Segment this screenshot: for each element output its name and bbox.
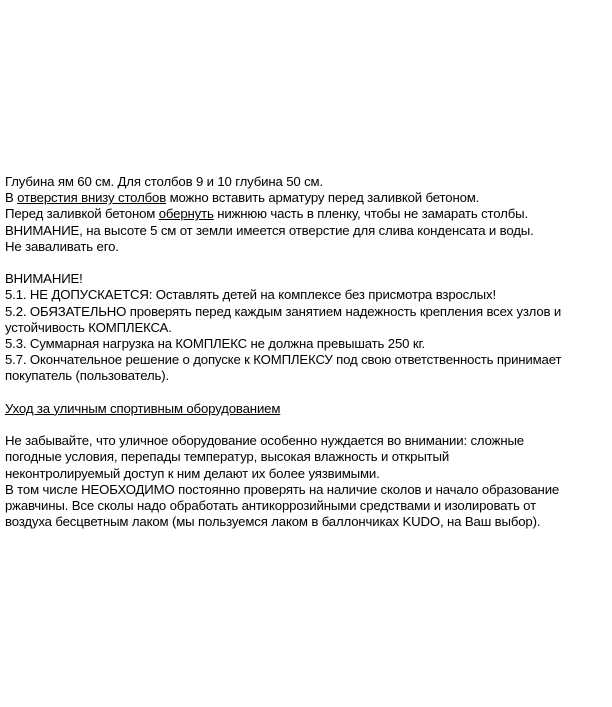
- care-paragraph-line: неконтролируемый доступ к ним делают их более уязвимыми.: [5, 465, 380, 481]
- rebar-line: [5, 190, 610, 206]
- wrap-line-end: нижнюю часть в пленку, чтобы не замарать столбы.: [213, 206, 528, 222]
- care-paragraph-line: В том числе НЕОБХОДИМО постоянно проверять на наличие сколов и начало образование: [5, 481, 560, 497]
- spacer: [5, 255, 610, 271]
- warning-5-3: 5.3. Суммарная нагрузка на КОМПЛЕКС не должна превышать 250 кг.: [5, 336, 426, 352]
- spacer: [5, 417, 610, 433]
- care-paragraph-line: погодные условия, перепады температур, высокая влажность и открытый: [5, 449, 450, 465]
- care-paragraph-line: Не забывайте, что уличное оборудование особенно нуждается во внимании: сложные: [5, 433, 524, 449]
- warning-5-2-cont: устойчивость КОМПЛЕКСА.: [5, 319, 172, 335]
- warning-5-7: 5.7. Окончательное решение о допуске к КОМПЛЕКСУ под свою ответственность принимает: [5, 352, 562, 368]
- post-holes-link[interactable]: отверстия внизу столбов: [17, 190, 167, 206]
- care-paragraph-line: ржавчины. Все сколы надо обработать антикоррозийными средствами и изолировать от: [5, 498, 536, 514]
- wrap-link[interactable]: обернуть: [158, 206, 214, 222]
- spacer: [5, 385, 610, 401]
- warning-5-2: 5.2. ОБЯЗАТЕЛЬНО проверять перед каждым занятием надежность крепления всех узлов и: [5, 303, 562, 319]
- wrap-line-start: Перед заливкой бетоном: [5, 206, 159, 222]
- pit-depth-line: Глубина ям 60 см. Для столбов 9 и 10 глубина 50 см.: [5, 174, 323, 189]
- drain-hole-note: ВНИМАНИЕ, на высоте 5 см от земли имеется отверстие для слива конденсата и воды.: [5, 222, 534, 238]
- care-heading: Уход за уличным спортивным оборудованием: [5, 400, 281, 416]
- rebar-line-end: можно вставить арматуру перед заливкой бетоном.: [166, 190, 480, 206]
- warning-5-1: 5.1. НЕ ДОПУСКАЕТСЯ: Оставлять детей на комплексе без присмотра взрослых!: [5, 287, 496, 303]
- document-body: [5, 174, 610, 530]
- wrap-line: [5, 206, 610, 222]
- care-paragraph-line: воздуха бесцветным лаком (мы пользуемся лаком в баллончиках KUDO, на Ваш выбор).: [5, 514, 541, 530]
- warning-5-7-cont: покупатель (пользователь).: [5, 368, 169, 384]
- warning-heading: ВНИМАНИЕ!: [5, 271, 83, 287]
- drain-hole-note-cont: Не заваливать его.: [5, 238, 119, 254]
- rebar-line-start: В: [5, 190, 18, 206]
